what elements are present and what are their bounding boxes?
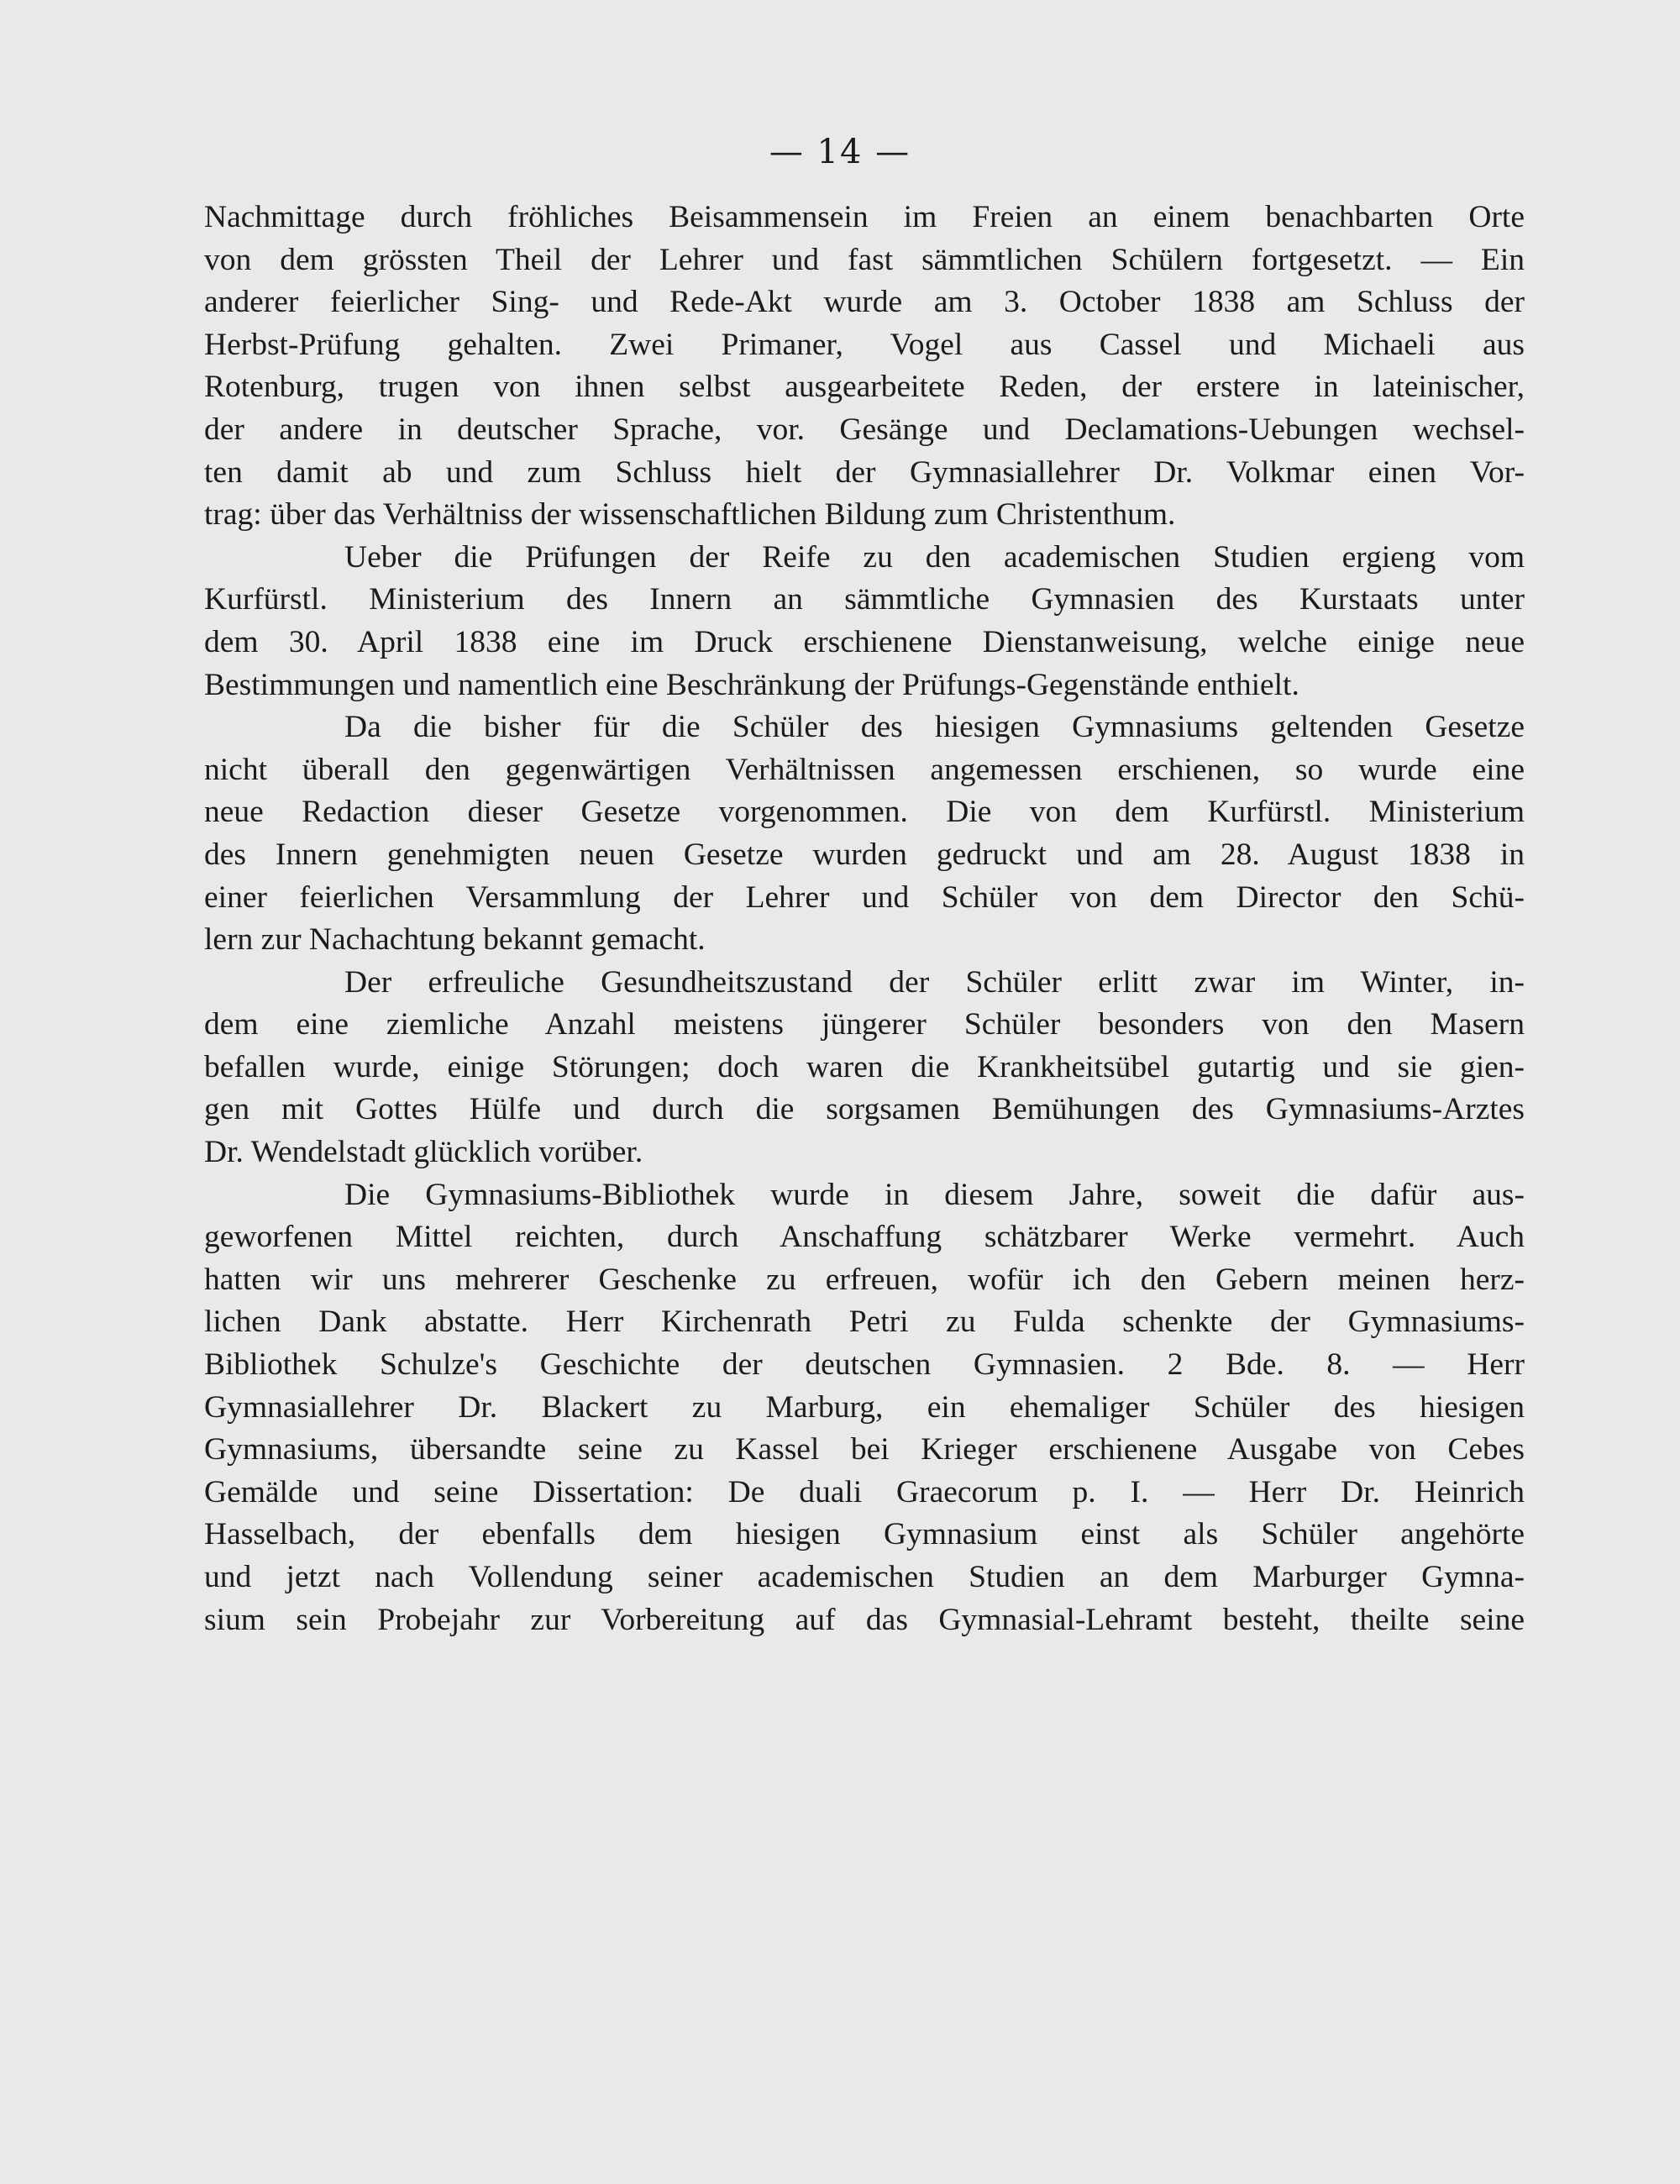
text-line: geworfenen Mittel reichten, durch Anschaffung schätzbarer Werke vermehrt. Auch	[204, 1220, 1525, 1255]
text-line: Bibliothek Schulze's Geschichte der deutschen Gymnasien. 2 Bde. 8. — Herr	[204, 1347, 1525, 1383]
text-line: Die Gymnasiums-Bibliothek wurde in diesem Jahre, soweit die dafür aus-	[344, 1177, 1525, 1212]
text-line: Der erfreuliche Gesundheitszustand der Schüler erlitt zwar im Winter, in-	[344, 964, 1525, 1000]
text-line: hatten wir uns mehrerer Geschenke zu erfreuen, wofür ich den Gebern meinen herz-	[204, 1262, 1525, 1297]
text-line: anderer feierlicher Sing- und Rede-Akt wurde am 3. October 1838 am Schluss der	[204, 285, 1525, 320]
text-line: von dem grössten Theil der Lehrer und fast sämmtlichen Schülern fortgesetzt. — Ein	[204, 242, 1525, 277]
text-line: Gymnasiums, übersandte seine zu Kassel bei Krieger erschienene Ausgabe von Cebes	[204, 1432, 1525, 1467]
text-line: Rotenburg, trugen von ihnen selbst ausgearbeitete Reden, der erstere in lateinischer,	[204, 370, 1525, 405]
text-line: Kurfürstl. Ministerium des Innern an sämmtliche Gymnasien des Kurstaats unter	[204, 582, 1525, 617]
text-line: des Innern genehmigten neuen Gesetze wurden gedruckt und am 28. August 1838 in	[204, 837, 1525, 872]
text-line: lichen Dank abstatte. Herr Kirchenrath Petri zu Fulda schenkte der Gymnasiums-	[204, 1305, 1525, 1340]
text-line: Gymnasiallehrer Dr. Blackert zu Marburg, ein ehemaliger Schüler des hiesigen	[204, 1389, 1525, 1425]
text-line: ten damit ab und zum Schluss hielt der Gymnasiallehrer Dr. Volkmar einen Vor-	[204, 454, 1525, 490]
text-line: einer feierlichen Versammlung der Lehrer und Schüler von dem Director den Schü-	[204, 879, 1525, 915]
text-line: Nachmittage durch fröhliches Beisammensein im Freien an einem benachbarten Orte	[204, 200, 1525, 234]
body-text	[204, 197, 1525, 1641]
text-line: Gemälde und seine Dissertation: De duali Graecorum p. I. — Herr Dr. Heinrich	[204, 1474, 1525, 1509]
text-line: dem 30. April 1838 eine im Druck erschienene Dienstanweisung, welche einige neue	[204, 624, 1525, 659]
text-line: lern zur Nachachtung bekannt gemacht.	[204, 922, 706, 958]
text-line: Bestimmungen und namentlich eine Beschränkung der Prüfungs-Gegenstände enthielt.	[204, 667, 1299, 702]
text-line: Ueber die Prüfungen der Reife zu den academischen Studien ergieng vom	[344, 539, 1525, 575]
text-line: nicht überall den gegenwärtigen Verhältnissen angemessen erschienen, so wurde eine	[204, 752, 1525, 787]
text-line: trag: über das Verhältniss der wissenschaftlichen Bildung zum Christenthum.	[204, 497, 1176, 533]
text-line: dem eine ziemliche Anzahl meistens jüngerer Schüler besonders von den Masern	[204, 1007, 1525, 1042]
text-line: neue Redaction dieser Gesetze vorgenommen. Die von dem Kurfürstl. Ministerium	[204, 795, 1525, 830]
text-line: Da die bisher für die Schüler des hiesigen Gymnasiums geltenden Gesetze	[344, 710, 1525, 745]
text-line: der andere in deutscher Sprache, vor. Gesänge und Declamations-Uebungen wechsel-	[204, 412, 1525, 447]
text-line: Dr. Wendelstadt glücklich vorüber.	[204, 1135, 643, 1170]
text-line: Herbst-Prüfung gehalten. Zwei Primaner, Vogel aus Cassel und Michaeli aus	[204, 327, 1525, 362]
text-line: und jetzt nach Vollendung seiner academischen Studien an dem Marburger Gymna-	[204, 1560, 1525, 1594]
text-line: sium sein Probejahr zur Vorbereitung auf das Gymnasial-Lehramt besteht, theilte seine	[204, 1602, 1525, 1637]
text-line: gen mit Gottes Hülfe und durch die sorgsamen Bemühungen des Gymnasiums-Arztes	[204, 1092, 1525, 1127]
page-number: — 14 —	[769, 133, 911, 171]
text-line: Hasselbach, der ebenfalls dem hiesigen Gymnasium einst als Schüler angehörte	[204, 1517, 1525, 1552]
text-line: befallen wurde, einige Störungen; doch waren die Krankheitsübel gutartig und sie gien-	[204, 1049, 1525, 1084]
